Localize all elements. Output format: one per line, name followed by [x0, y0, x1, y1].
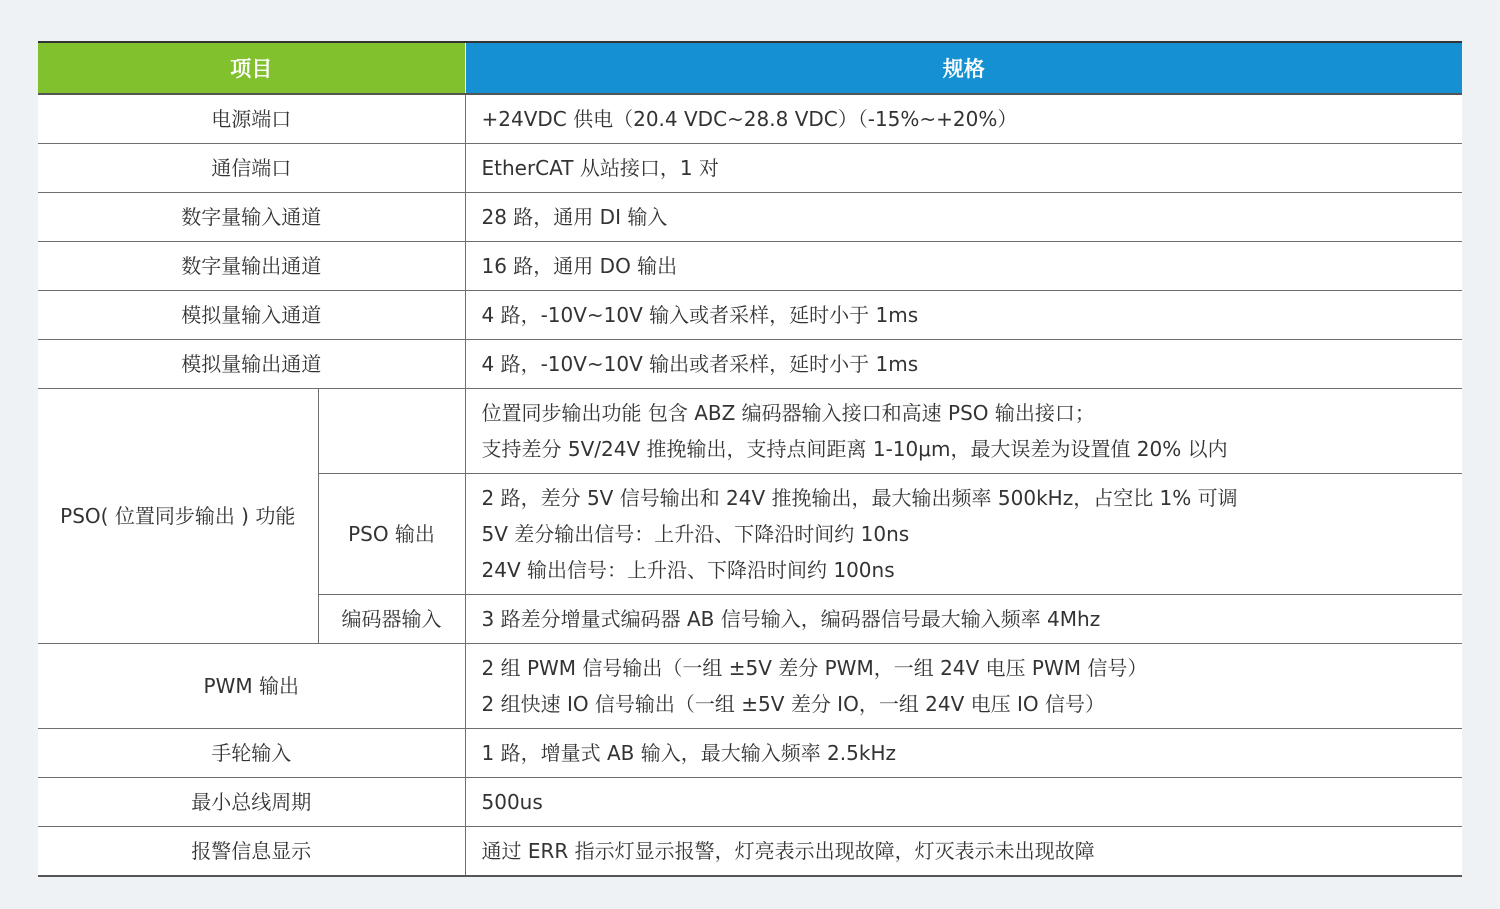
pso-general-sub	[318, 389, 465, 474]
pso-general-line2: 支持差分 5V/24V 推挽输出，支持点间距离 1-10μm，最大误差为设置值 20% 以内	[481, 437, 1228, 461]
row-item-pwm: PWM 输出	[38, 644, 465, 729]
table-row	[38, 729, 1462, 778]
table-row	[38, 340, 1462, 389]
pso-output-label: PSO 输出	[318, 474, 465, 595]
pso-output-line1: 2 路，差分 5V 信号输出和 24V 推挽输出，最大输出频率 500kHz，占空比 1% 可调	[481, 486, 1238, 510]
header-item: 项目	[38, 42, 465, 94]
table-row-pso-general	[38, 389, 1462, 474]
row-spec-pso-general	[465, 389, 1462, 474]
row-spec-power: +24VDC 供电（20.4 VDC~28.8 VDC）（-15%~+20%）	[465, 94, 1462, 144]
pso-output-line3: 24V 输出信号：上升沿、下降沿时间约 100ns	[481, 558, 895, 582]
spec-table-container	[38, 41, 1462, 877]
row-spec-comm: EtherCAT 从站接口，1 对	[465, 144, 1462, 193]
table-row	[38, 827, 1462, 877]
row-item-ao: 模拟量输出通道	[38, 340, 465, 389]
row-spec-do: 16 路，通用 DO 输出	[465, 242, 1462, 291]
row-spec-pso-encoder: 3 路差分增量式编码器 AB 信号输入，编码器信号最大输入频率 4Mhz	[465, 595, 1462, 644]
row-item-comm: 通信端口	[38, 144, 465, 193]
pwm-line2: 2 组快速 IO 信号输出（一组 ±5V 差分 IO，一组 24V 电压 IO 信号）	[481, 692, 1106, 716]
pwm-line1: 2 组 PWM 信号输出（一组 ±5V 差分 PWM，一组 24V 电压 PWM 信号）	[481, 656, 1148, 680]
row-spec-alarm: 通过 ERR 指示灯显示报警，灯亮表示出现故障，灯灭表示未出现故障	[465, 827, 1462, 877]
row-item-power: 电源端口	[38, 94, 465, 144]
row-item-di: 数字量输入通道	[38, 193, 465, 242]
row-item-handwheel: 手轮输入	[38, 729, 465, 778]
spec-table	[38, 41, 1462, 877]
row-item-do: 数字量输出通道	[38, 242, 465, 291]
header-spec: 规格	[465, 42, 1462, 94]
table-row-pwm	[38, 644, 1462, 729]
table-row	[38, 144, 1462, 193]
row-spec-ai: 4 路，-10V~10V 输入或者采样，延时小于 1ms	[465, 291, 1462, 340]
row-item-alarm: 报警信息显示	[38, 827, 465, 877]
table-row	[38, 291, 1462, 340]
row-spec-pwm	[465, 644, 1462, 729]
table-row	[38, 193, 1462, 242]
table-row	[38, 242, 1462, 291]
pso-output-line2: 5V 差分输出信号：上升沿、下降沿时间约 10ns	[481, 522, 910, 546]
row-item-bus-cycle: 最小总线周期	[38, 778, 465, 827]
row-spec-handwheel: 1 路，增量式 AB 输入，最大输入频率 2.5kHz	[465, 729, 1462, 778]
row-spec-di: 28 路，通用 DI 输入	[465, 193, 1462, 242]
row-spec-bus-cycle: 500us	[465, 778, 1462, 827]
row-spec-ao: 4 路，-10V~10V 输出或者采样，延时小于 1ms	[465, 340, 1462, 389]
table-row	[38, 778, 1462, 827]
row-item-pso: PSO( 位置同步输出 ) 功能	[38, 389, 318, 644]
row-spec-pso-output	[465, 474, 1462, 595]
pso-general-line1: 位置同步输出功能 包含 ABZ 编码器输入接口和高速 PSO 输出接口；	[481, 401, 1095, 425]
table-row	[38, 94, 1462, 144]
pso-encoder-label: 编码器输入	[318, 595, 465, 644]
row-item-ai: 模拟量输入通道	[38, 291, 465, 340]
table-header-row	[38, 42, 1462, 94]
